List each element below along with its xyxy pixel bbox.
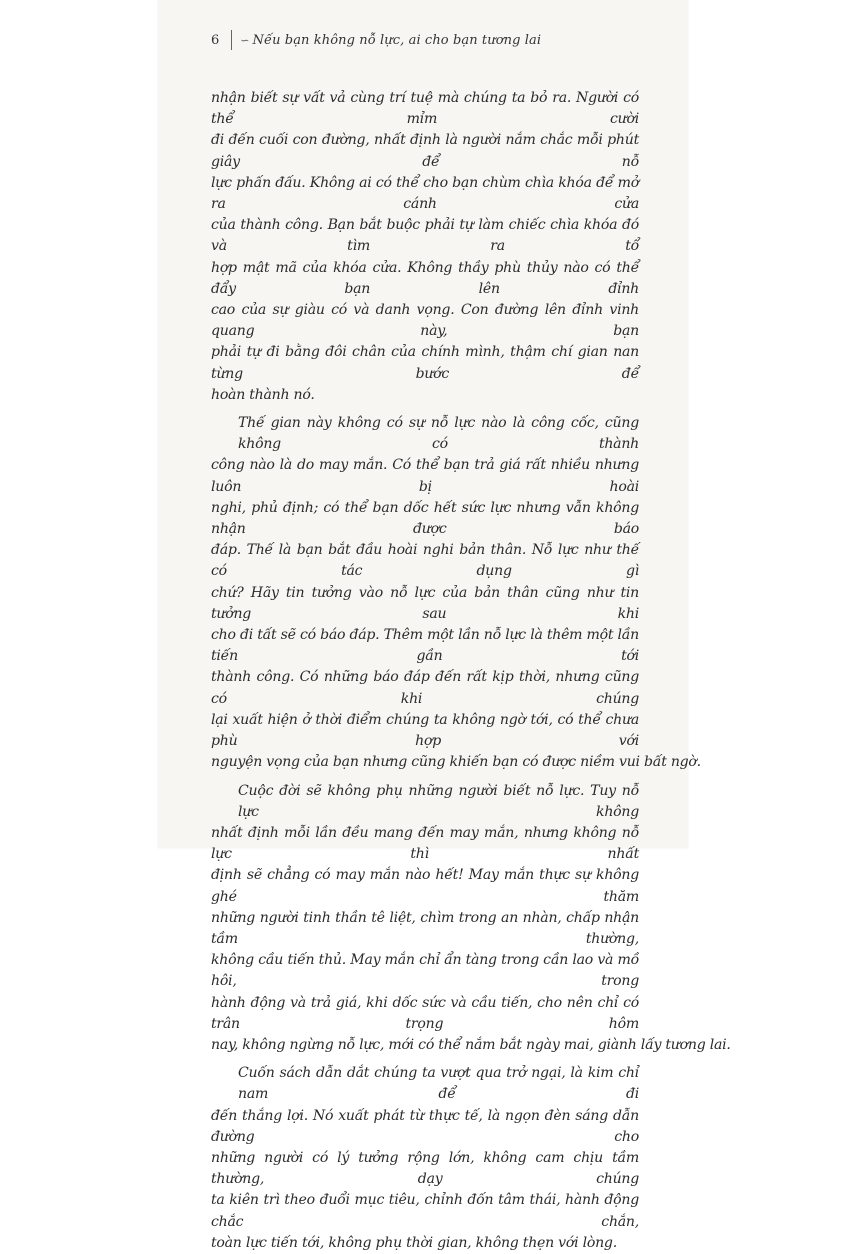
page-number: 6 bbox=[211, 32, 220, 48]
text-line: không cầu tiến thủ. May mắn chỉ ẩn tàng trong cần lao và mồ hôi, trong bbox=[211, 952, 639, 990]
paragraph-gap bbox=[211, 406, 639, 413]
book-page bbox=[158, 0, 731, 1251]
paragraph-gap bbox=[211, 1056, 639, 1063]
text-line: ta kiên trì theo đuổi mục tiêu, chỉnh đốn tâm thái, hành động chắc chắn, bbox=[211, 1192, 639, 1230]
text-line: toàn lực tiến tới, không phụ thời gian, không thẹn với lòng. bbox=[211, 1234, 617, 1251]
text-line: cho đi tất sẽ có báo đáp. Thêm một lần nỗ lực là thêm một lần tiến gần tới bbox=[211, 627, 639, 665]
text-line: chứ? Hãy tin tưởng vào nỗ lực của bản thân cũng như tin tưởng sau khi bbox=[211, 584, 639, 622]
body-text bbox=[211, 88, 731, 1254]
text-line: của thành công. Bạn bắt buộc phải tự làm chiếc chìa khóa đó và tìm ra tổ bbox=[211, 217, 639, 255]
text-line: lại xuất hiện ở thời điểm chúng ta không ngờ tới, có thể chưa phù hợp với bbox=[211, 711, 639, 750]
text-line: lực phấn đấu. Không ai có thể cho bạn chùm chìa khóa để mở ra cánh cửa bbox=[211, 174, 639, 213]
text-line: Cuộc đời sẽ không phụ những người biết nỗ lực. Tuy nỗ lực không bbox=[238, 782, 639, 820]
ornament-icon: ∽ bbox=[240, 33, 250, 47]
book-title: Nếu bạn không nỗ lực, ai cho bạn tương lai bbox=[252, 32, 542, 48]
text-line: công nào là do may mắn. Có thể bạn trả giá rất nhiều nhưng luôn bị hoài bbox=[211, 457, 639, 495]
text-line: Cuốn sách dẫn dắt chúng ta vượt qua trở ngại, là kim chỉ nam để đi bbox=[238, 1065, 639, 1103]
text-line: Thế gian này không có sự nỗ lực nào là công cốc, cũng không có thành bbox=[238, 415, 639, 453]
text-line: hợp mật mã của khóa cửa. Không thầy phù thủy nào có thể đẩy bạn lên đỉnh bbox=[211, 259, 639, 297]
text-line: đi đến cuối con đường, nhất định là người nắm chắc mỗi phút giây để nỗ bbox=[211, 132, 639, 170]
running-head bbox=[211, 30, 541, 50]
text-line: những người tinh thần tê liệt, chìm trong an nhàn, chấp nhận tầm thường, bbox=[211, 909, 639, 947]
text-line: hành động và trả giá, khi dốc sức và cầu tiến, cho nên chỉ có trân trọng hôm bbox=[211, 994, 639, 1032]
text-line: nhận biết sự vất vả cùng trí tuệ mà chúng ta bỏ ra. Người có thể mỉm cười bbox=[211, 90, 639, 128]
text-line: nhất định mỗi lần đều mang đến may mắn, nhưng không nỗ lực thì nhất bbox=[211, 824, 639, 863]
text-line: thành công. Có những báo đáp đến rất kịp thời, nhưng cũng có khi chúng bbox=[211, 669, 639, 707]
text-line: hoàn thành nó. bbox=[211, 386, 315, 403]
text-line: nguyện vọng của bạn nhưng cũng khiến bạn có được niềm vui bất ngờ. bbox=[211, 754, 701, 771]
text-line: nghi, phủ định; có thể bạn dốc hết sức lực nhưng vẫn không nhận được báo bbox=[211, 499, 639, 538]
text-line: đến thắng lợi. Nó xuất phát từ thực tế, là ngọn đèn sáng dẫn đường cho bbox=[211, 1107, 639, 1145]
text-line: phải tự đi bằng đôi chân của chính mình, thậm chí gian nan từng bước để bbox=[211, 344, 639, 382]
text-line: cao của sự giàu có và danh vọng. Con đường lên đỉnh vinh quang này, bạn bbox=[211, 302, 639, 340]
paragraph bbox=[211, 413, 701, 773]
text-line: những người có lý tưởng rộng lớn, không cam chịu tầm thường, dạy chúng bbox=[211, 1149, 639, 1188]
header-divider bbox=[231, 30, 232, 50]
paragraph-gap bbox=[211, 774, 639, 781]
text-line: nay, không ngừng nỗ lực, mới có thể nắm bắt ngày mai, giành lấy tương lai. bbox=[211, 1036, 731, 1053]
paragraph bbox=[211, 781, 731, 1057]
text-line: định sẽ chẳng có may mắn nào hết! May mắn thực sự không ghé thăm bbox=[211, 867, 639, 905]
paragraph bbox=[211, 1063, 639, 1254]
paragraph bbox=[211, 88, 639, 406]
text-line: đáp. Thế là bạn bắt đầu hoài nghi bản thân. Nỗ lực như thế có tác dụng gì bbox=[211, 542, 639, 580]
